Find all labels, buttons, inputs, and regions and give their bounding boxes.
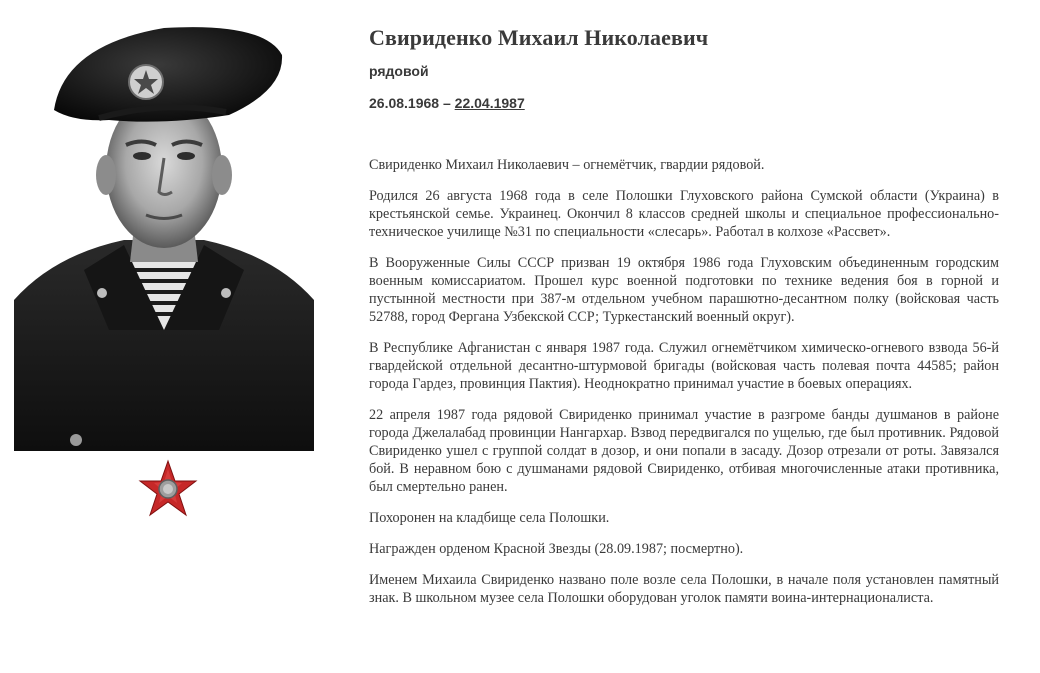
bio-paragraph: Родился 26 августа 1968 года в селе Полошки Глуховского района Сумской области (Украина) в крестьянской семье. Украинец. Окончил 8 классов средней школы и специальное профессионально-техническое училище №31 по специальности «слесарь». Работал в колхозе «Рассвет». (369, 188, 999, 240)
portrait-photo (14, 0, 314, 451)
bio-paragraph: Похоронен на кладбище села Полошки. (369, 510, 610, 526)
bio-paragraph: Именем Михаила Свириденко названо поле возле села Полошки, в начале поля установлен памятный знак. В школьном музее села Полошки оборудован уголок памяти воина-интернационалиста. (369, 572, 999, 606)
bio-paragraph: Свириденко Михаил Николаевич – огнемётчик, гвардии рядовой. (369, 157, 765, 173)
bio-paragraph: 22 апреля 1987 года рядовой Свириденко принимал участие в разгроме банды душманов в районе города Джелалабад провинции Нангархар. Взвод передвигался по ущелью, где был противник. Рядовой Свириденко ушел с группой солдат в дозор, и они попали в засаду. Дозор отрезали от роты. Завязался бой. В неравном бою с душманами рядовой Свириденко, отбивая многочисленные атаки противника, был смертельно ранен. (369, 407, 999, 495)
bio-paragraph: В Республике Афганистан с января 1987 года. Служил огнемётчиком химическо-огневого взвода 56-й гвардейской отдельной десантно-штурмовой бригады (войсковая часть полевая почта 44585; район города Гардез, провинция Пактия). Неоднократно принимал участие в боевых операциях. (369, 340, 999, 392)
birth-date: 26.08.1968 (369, 95, 440, 111)
left-column (14, 0, 314, 451)
biography (369, 156, 999, 620)
red-star-order-icon (138, 459, 198, 519)
bio-paragraph: Награжден орденом Красной Звезды (28.09.1987; посмертно). (369, 541, 744, 557)
death-date-link[interactable]: 22.04.1987 (454, 95, 525, 111)
bio-paragraph: В Вооруженные Силы СССР призван 19 октября 1986 года Глуховским объединенным городским военным комиссариатом. Прошел курс военной подготовки по технике ведения боя в горной и пустынной местности при 387-м отдельном учебном парашютно-десантном полку (войсковая часть 52788, город Фергана Узбекской ССР; Туркестанский военный округ). (369, 255, 999, 325)
life-dates (369, 95, 525, 111)
date-separator: – (439, 95, 455, 111)
portrait-image (14, 0, 314, 451)
page-title: Свириденко Михаил Николаевич (369, 25, 709, 50)
rank-label: рядовой (369, 63, 429, 79)
